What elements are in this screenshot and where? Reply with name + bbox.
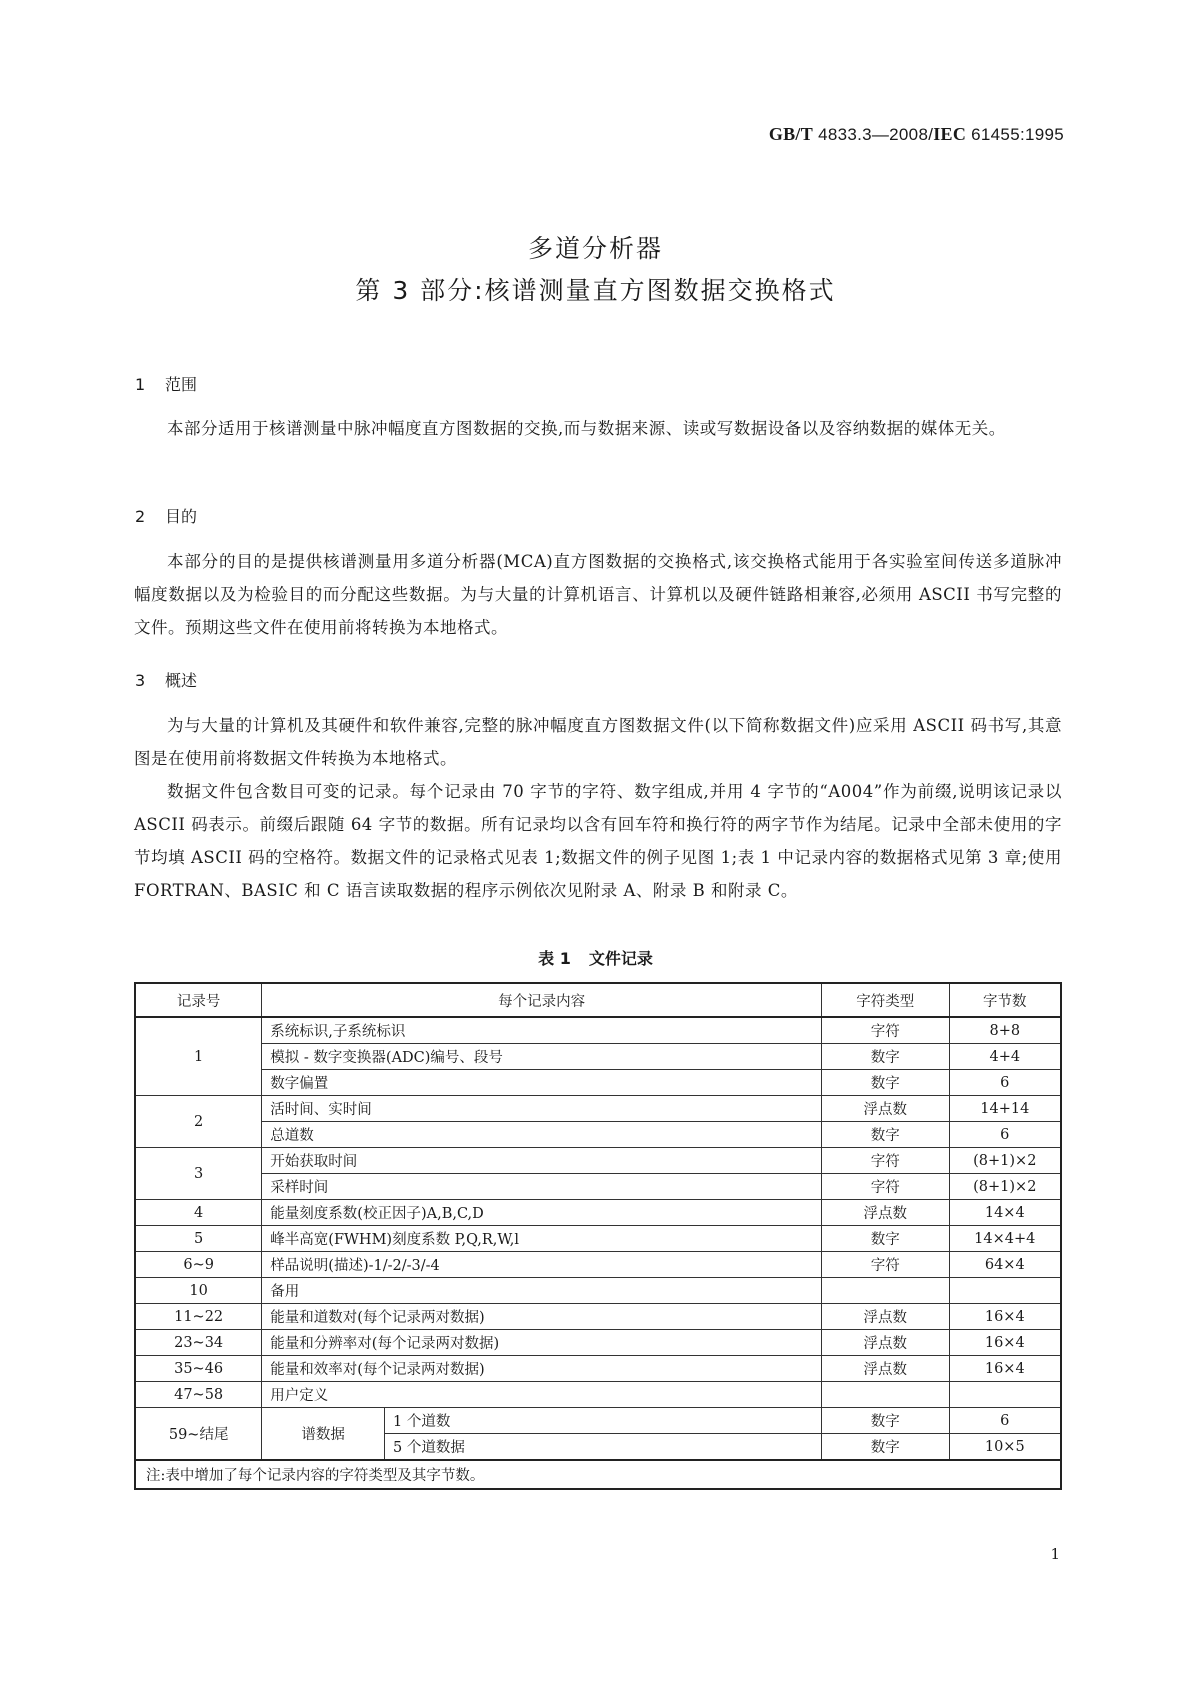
record-number: 59~结尾 [135,1408,262,1461]
section-3-heading [135,668,197,691]
record-number: 11~22 [135,1304,262,1330]
record-content: 用户定义 [262,1382,822,1408]
record-type: 字符 [821,1148,949,1174]
record-number: 23~34 [135,1330,262,1356]
record-type: 字符 [821,1017,949,1044]
record-content: 活时间、实时间 [262,1096,822,1122]
record-bytes: 16×4 [949,1330,1061,1356]
record-number: 47~58 [135,1382,262,1408]
standard-prefix: GB/T [768,124,814,144]
record-content: 能量和道数对(每个记录两对数据) [262,1304,822,1330]
record-type: 数字 [821,1408,949,1434]
section-1-paragraph: 本部分适用于核谱测量中脉冲幅度直方图数据的交换,而与数据来源、读或写数据设备以及容纳数据的媒体无关。 [167,419,1006,438]
table-row [135,1252,1061,1278]
record-bytes: 16×4 [949,1356,1061,1382]
record-content: 峰半高宽(FWHM)刻度系数 P,Q,R,W,l [262,1226,822,1252]
record-content: 能量刻度系数(校正因子)A,B,C,D [262,1200,822,1226]
section-2-paragraph: 本部分的目的是提供核谱测量用多道分析器(MCA)直方图数据的交换格式,该交换格式能用于各实验室间传送多道脉冲幅度数据以及为检验目的而分配这些数据。为与大量的计算机语言、计算机以及硬件链路相兼容,必须用 ASCII 书写完整的文件。预期这些文件在使用前将转换为本地格式。 [134,552,1062,637]
record-number: 5 [135,1226,262,1252]
section-number: 2 [135,507,146,526]
iec-prefix: IEC [933,124,967,144]
record-bytes: 16×4 [949,1304,1061,1330]
record-bytes: 64×4 [949,1252,1061,1278]
header-bytes: 字节数 [949,983,1061,1017]
record-bytes: 6 [949,1122,1061,1148]
record-number: 6~9 [135,1252,262,1278]
table-caption-label: 表 1 [538,949,571,968]
record-content: 数字偏置 [262,1070,822,1096]
record-type [821,1382,949,1408]
table-row [135,1226,1061,1252]
record-bytes: 14+14 [949,1096,1061,1122]
record-bytes: (8+1)×2 [949,1148,1061,1174]
table-row [135,1330,1061,1356]
table-row [135,1356,1061,1382]
section-1-heading [135,372,197,395]
record-content: 总道数 [262,1122,822,1148]
record-number: 2 [135,1096,262,1148]
table-row [135,1070,1061,1096]
table-row [135,1304,1061,1330]
record-type: 数字 [821,1044,949,1070]
record-type: 字符 [821,1252,949,1278]
record-content: 样品说明(描述)-1/-2/-3/-4 [262,1252,822,1278]
record-number: 4 [135,1200,262,1226]
table-row [135,1200,1061,1226]
spectrum-group-label: 谱数据 [262,1408,385,1461]
table-note-row [135,1460,1061,1489]
header-char-type: 字符类型 [821,983,949,1017]
page-number: 1 [1050,1545,1060,1563]
record-number: 10 [135,1278,262,1304]
record-content: 1 个道数 [385,1408,822,1434]
section-2-heading [135,504,197,527]
record-number: 1 [135,1017,262,1096]
header-content: 每个记录内容 [262,983,822,1017]
record-number: 3 [135,1148,262,1200]
record-content: 开始获取时间 [262,1148,822,1174]
record-content: 系统标识,子系统标识 [262,1017,822,1044]
record-content: 模拟 - 数字变换器(ADC)编号、段号 [262,1044,822,1070]
record-bytes [949,1382,1061,1408]
record-bytes [949,1278,1061,1304]
section-title: 范围 [165,375,198,394]
table-row [135,1017,1061,1044]
table-row [135,1044,1061,1070]
header-record-no: 记录号 [135,983,262,1017]
record-type: 数字 [821,1434,949,1461]
record-bytes: 8+8 [949,1017,1061,1044]
record-bytes: 10×5 [949,1434,1061,1461]
record-type: 字符 [821,1174,949,1200]
record-bytes: (8+1)×2 [949,1174,1061,1200]
record-type: 数字 [821,1070,949,1096]
record-type: 浮点数 [821,1356,949,1382]
standard-number: 4833.3—2008/ [818,125,934,144]
table-row [135,1382,1061,1408]
section-3-paragraph-2: 数据文件包含数目可变的记录。每个记录由 70 字节的字符、数字组成,并用 4 字节的“A004”作为前缀,说明该记录以 ASCII 码表示。前缀后跟随 64 字节的数据。所有记录均以含有回车符和换行符的两字节作为结尾。记录中全部未使用的字节均填 ASCII 码的空格符。数据文件的记录格式见表 1;数据文件的例子见图 1;表 1 中记录内容的数据格式见第 3 章;使用 FORTRAN、BASIC 和 C 语言读取数据的程序示例依次见附录 A、附录 B 和附录 C。 [134,782,1062,900]
table-note: 注:表中增加了每个记录内容的字符类型及其字节数。 [135,1460,1061,1489]
record-bytes: 14×4 [949,1200,1061,1226]
record-type: 数字 [821,1122,949,1148]
table-header-row [135,983,1061,1017]
record-bytes: 14×4+4 [949,1226,1061,1252]
iec-number: 61455:1995 [971,125,1064,144]
record-type: 浮点数 [821,1304,949,1330]
record-bytes: 6 [949,1408,1061,1434]
title-line-2: 第 3 部分:核谱测量直方图数据交换格式 [355,276,836,305]
file-records-table [134,982,1062,1490]
section-number: 1 [135,375,146,394]
section-number: 3 [135,671,146,690]
table-row [135,1174,1061,1200]
record-type: 浮点数 [821,1200,949,1226]
table-row-spectrum [135,1408,1061,1434]
table-caption [0,946,1191,969]
record-type [821,1278,949,1304]
record-bytes: 6 [949,1070,1061,1096]
record-bytes: 4+4 [949,1044,1061,1070]
section-3-paragraph-1: 为与大量的计算机及其硬件和软件兼容,完整的脉冲幅度直方图数据文件(以下简称数据文件)应采用 ASCII 码书写,其意图是在使用前将数据文件转换为本地格式。 [134,716,1062,768]
document-title [0,228,1191,312]
table-row [135,1278,1061,1304]
record-type: 数字 [821,1226,949,1252]
record-type: 浮点数 [821,1330,949,1356]
record-content: 采样时间 [262,1174,822,1200]
table-row [135,1148,1061,1174]
title-line-1: 多道分析器 [527,234,663,263]
standard-code [769,124,1064,145]
record-type: 浮点数 [821,1096,949,1122]
record-number: 35~46 [135,1356,262,1382]
record-content: 5 个道数据 [385,1434,822,1461]
table-caption-title: 文件记录 [588,949,653,968]
section-title: 概述 [165,671,198,690]
table-row [135,1096,1061,1122]
record-content: 能量和分辨率对(每个记录两对数据) [262,1330,822,1356]
record-content: 能量和效率对(每个记录两对数据) [262,1356,822,1382]
record-content: 备用 [262,1278,822,1304]
table-row [135,1122,1061,1148]
section-title: 目的 [165,507,198,526]
